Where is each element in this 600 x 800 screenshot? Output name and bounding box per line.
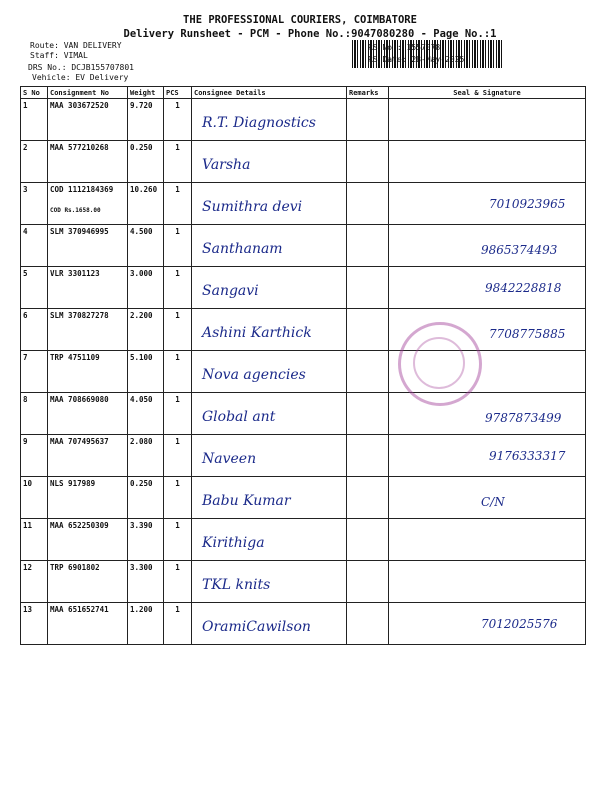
consignment-number: SLM 370946995	[50, 227, 109, 236]
cell-signature	[389, 141, 586, 183]
col-weight: Weight	[128, 87, 164, 99]
receiver-phone: C/N	[481, 495, 505, 509]
drs-label: DRS No.: DCJB155707801	[28, 63, 134, 72]
consignment-number: MAA 303672520	[50, 101, 109, 110]
cell-pcs: 1	[164, 519, 192, 561]
table-row	[21, 225, 586, 267]
cell-consignment	[48, 393, 128, 435]
cell-pcs: 1	[164, 393, 192, 435]
cell-pcs: 1	[164, 183, 192, 225]
cell-consignee	[192, 141, 347, 183]
col-consignment: Consignment No	[48, 87, 128, 99]
consignment-number: NLS 917989	[50, 479, 96, 488]
cell-pcs: 1	[164, 603, 192, 645]
cell-consignee	[192, 183, 347, 225]
cell-pcs: 1	[164, 477, 192, 519]
cell-consignment	[48, 519, 128, 561]
cell-consignee	[192, 225, 347, 267]
consignee-name: Ashini Karthick	[202, 325, 312, 341]
cell-sno: 10	[21, 477, 48, 519]
cell-weight: 9.720	[128, 99, 164, 141]
table-row	[21, 603, 586, 645]
rs-date: RS Date: 28-May-2025	[368, 55, 465, 64]
cell-pcs: 1	[164, 561, 192, 603]
cell-signature	[389, 435, 586, 477]
cod-amount: COD Rs.1658.00	[50, 207, 101, 214]
table-row	[21, 477, 586, 519]
cell-consignee	[192, 477, 347, 519]
cell-sno: 9	[21, 435, 48, 477]
cell-remarks	[347, 603, 389, 645]
cell-signature	[389, 183, 586, 225]
receiver-phone: 9842228818	[485, 281, 562, 295]
cell-consignment	[48, 561, 128, 603]
cell-pcs: 1	[164, 141, 192, 183]
cell-consignee	[192, 99, 347, 141]
consignee-name: Varsha	[202, 157, 251, 173]
cell-sno: 1	[21, 99, 48, 141]
table-row	[21, 183, 586, 225]
vehicle-label: Vehicle: EV Delivery	[32, 73, 129, 82]
table-row	[21, 519, 586, 561]
cell-weight: 3.000	[128, 267, 164, 309]
consignment-number: MAA 708669080	[50, 395, 109, 404]
cell-sno: 4	[21, 225, 48, 267]
receiver-phone: 9787873499	[485, 411, 562, 425]
consignee-name: TKL knits	[202, 577, 271, 593]
cell-signature	[389, 267, 586, 309]
consignment-number: MAA 652250309	[50, 521, 109, 530]
cell-pcs: 1	[164, 351, 192, 393]
cell-sno: 12	[21, 561, 48, 603]
cell-weight: 3.390	[128, 519, 164, 561]
cell-weight: 4.500	[128, 225, 164, 267]
cell-pcs: 1	[164, 309, 192, 351]
cell-weight: 0.250	[128, 477, 164, 519]
table-row	[21, 393, 586, 435]
table-header-row	[21, 87, 586, 99]
cell-sno: 13	[21, 603, 48, 645]
cell-weight: 1.200	[128, 603, 164, 645]
consignment-number: MAA 577210268	[50, 143, 109, 152]
consignee-name: Sangavi	[202, 283, 259, 299]
cell-pcs: 1	[164, 267, 192, 309]
consignee-name: OramiCawilson	[202, 619, 311, 635]
cell-sno: 7	[21, 351, 48, 393]
cell-signature	[389, 477, 586, 519]
cell-weight: 0.250	[128, 141, 164, 183]
receiver-phone: 7708775885	[489, 327, 566, 341]
cell-remarks	[347, 141, 389, 183]
cell-remarks	[347, 351, 389, 393]
rs-number: RS No.: 1557078	[368, 43, 441, 52]
consignee-name: Nova agencies	[202, 367, 306, 383]
cell-remarks	[347, 477, 389, 519]
table-row	[21, 435, 586, 477]
consignment-number: MAA 707495637	[50, 437, 109, 446]
cell-consignee	[192, 309, 347, 351]
cell-weight: 2.080	[128, 435, 164, 477]
cell-consignment	[48, 183, 128, 225]
consignee-name: Santhanam	[202, 241, 283, 257]
cell-consignment	[48, 99, 128, 141]
cell-consignment	[48, 225, 128, 267]
cell-remarks	[347, 435, 389, 477]
col-pcs: PCS	[164, 87, 192, 99]
consignment-number: MAA 651652741	[50, 605, 109, 614]
cell-remarks	[347, 309, 389, 351]
consignment-number: SLM 370827278	[50, 311, 109, 320]
consignee-name: Sumithra devi	[202, 199, 303, 215]
runsheet-table	[20, 86, 586, 645]
cell-remarks	[347, 99, 389, 141]
staff-label: Staff: VIMAL	[30, 51, 88, 60]
table-row	[21, 99, 586, 141]
cell-sno: 6	[21, 309, 48, 351]
cell-sno: 5	[21, 267, 48, 309]
cell-signature	[389, 519, 586, 561]
consignment-number: TRP 6901802	[50, 563, 100, 572]
consignee-name: Naveen	[202, 451, 257, 467]
cell-signature	[389, 603, 586, 645]
cell-consignee	[192, 267, 347, 309]
cell-remarks	[347, 561, 389, 603]
cell-sno: 11	[21, 519, 48, 561]
runsheet-subtitle: Delivery Runsheet - PCM - Phone No.:9047080280 - Page No.:1	[123, 28, 497, 40]
cell-consignee	[192, 519, 347, 561]
cell-consignee	[192, 351, 347, 393]
cell-remarks	[347, 393, 389, 435]
col-remarks: Remarks	[347, 87, 389, 99]
cell-sno: 3	[21, 183, 48, 225]
cell-sno: 2	[21, 141, 48, 183]
cell-consignment	[48, 477, 128, 519]
table-row	[21, 309, 586, 351]
cell-pcs: 1	[164, 225, 192, 267]
cell-remarks	[347, 225, 389, 267]
consignee-name: R.T. Diagnostics	[202, 115, 316, 131]
cell-signature	[389, 561, 586, 603]
consignment-number: VLR 3301123	[50, 269, 100, 278]
company-seal-stamp	[398, 322, 482, 406]
col-seal-signature: Seal & Signature	[389, 87, 586, 99]
cell-consignment	[48, 141, 128, 183]
cell-consignment	[48, 435, 128, 477]
cell-remarks	[347, 267, 389, 309]
table-row	[21, 351, 586, 393]
consignee-name: Kirithiga	[202, 535, 265, 551]
receiver-phone: 7010923965	[489, 197, 566, 211]
cell-consignee	[192, 561, 347, 603]
cell-remarks	[347, 519, 389, 561]
cell-signature	[389, 225, 586, 267]
consignment-number: TRP 4751109	[50, 353, 100, 362]
cell-weight: 2.200	[128, 309, 164, 351]
cell-consignment	[48, 603, 128, 645]
cell-weight: 10.260	[128, 183, 164, 225]
consignment-number: COD 1112184369	[50, 185, 114, 194]
cell-signature	[389, 99, 586, 141]
cell-pcs: 1	[164, 435, 192, 477]
cell-sno: 8	[21, 393, 48, 435]
table-row	[21, 141, 586, 183]
col-consignee: Consignee Details	[192, 87, 347, 99]
cell-consignee	[192, 435, 347, 477]
table-row	[21, 561, 586, 603]
table-row	[21, 267, 586, 309]
consignee-name: Babu Kumar	[202, 493, 291, 509]
cell-consignment	[48, 267, 128, 309]
cell-remarks	[347, 183, 389, 225]
consignee-name: Global ant	[202, 409, 276, 425]
route-label: Route: VAN DELIVERY	[30, 41, 122, 50]
receiver-phone: 9176333317	[489, 449, 566, 463]
cell-weight: 3.300	[128, 561, 164, 603]
runsheet-title: THE PROFESSIONAL COURIERS, COIMBATORE	[183, 14, 417, 26]
receiver-phone: 7012025576	[481, 617, 558, 631]
cell-weight: 4.050	[128, 393, 164, 435]
cell-consignment	[48, 309, 128, 351]
cell-consignee	[192, 393, 347, 435]
cell-consignee	[192, 603, 347, 645]
cell-pcs: 1	[164, 99, 192, 141]
cell-consignment	[48, 351, 128, 393]
col-sno: S No	[21, 87, 48, 99]
cell-weight: 5.100	[128, 351, 164, 393]
receiver-phone: 9865374493	[481, 243, 558, 257]
